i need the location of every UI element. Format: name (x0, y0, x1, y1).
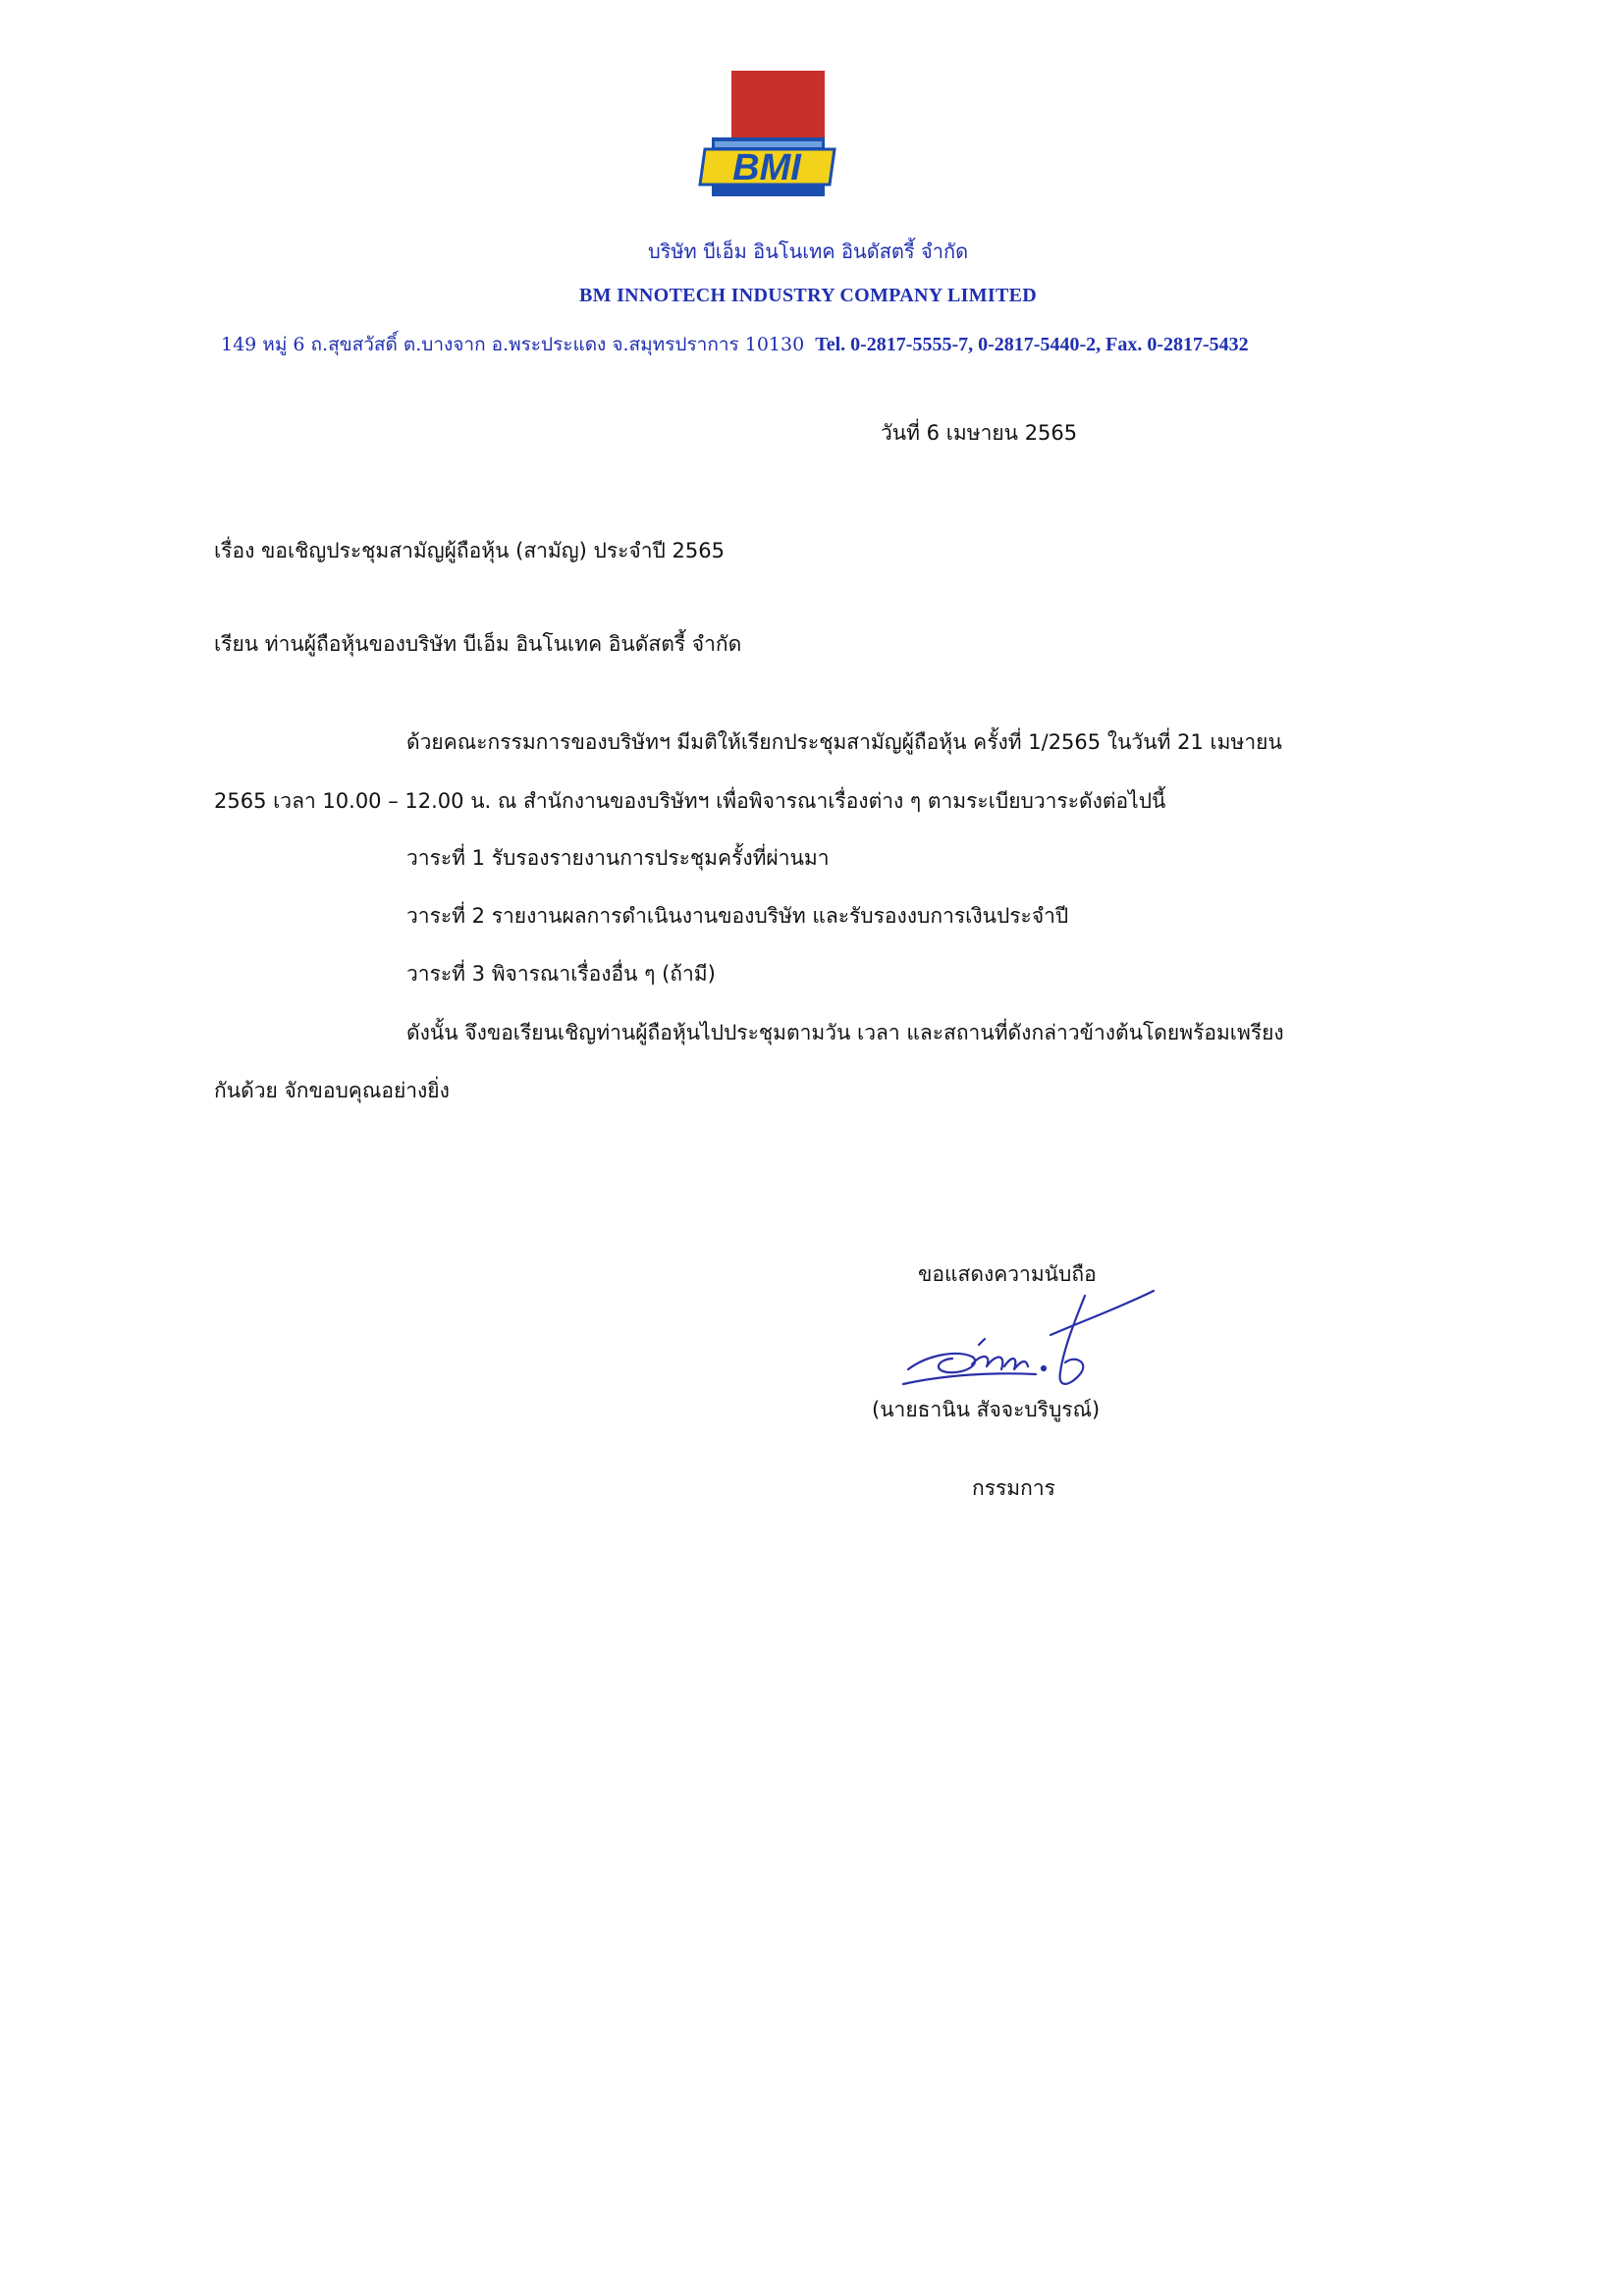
paragraph-1-line-1: ด้วยคณะกรรมการของบริษัทฯ มีมติให้เรียกประชุมสามัญผู้ถือหุ้น ครั้งที่ 1/2565 ในวันที่ 21 เมษายน (406, 730, 1282, 754)
address-th: 149 หมู่ 6 ถ.สุขสวัสดิ์ ต.บางจาก อ.พระประแดง จ.สมุทรปราการ 10130 (221, 334, 805, 355)
paragraph-2-line-1: ดังนั้น จึงขอเรียนเชิญท่านผู้ถือหุ้นไปประชุมตามวัน เวลา และสถานที่ดังกล่าวข้างต้นโดยพร้อมเพรียง (406, 1021, 1284, 1044)
letter-date: วันที่ 6 เมษายน 2565 (881, 421, 1078, 445)
handwritten-signature (889, 1276, 1163, 1404)
bmi-logo (697, 69, 844, 206)
signatory-name: (นายธานิน สัจจะบริบูรณ์) (872, 1398, 1101, 1421)
logo-text: BMI (732, 147, 801, 188)
paragraph-2-line-2: กันด้วย จักขอบคุณอย่างยิ่ง (214, 1079, 450, 1102)
company-name-en: BM INNOTECH INDUSTRY COMPANY LIMITED (578, 285, 1038, 306)
contact-numbers: Tel. 0-2817-5555-7, 0-2817-5440-2, Fax. 0-2817-5432 (815, 334, 1249, 355)
letter-salutation: เรียน ท่านผู้ถือหุ้นของบริษัท บีเอ็ม อินโนเทค อินดัสตรี้ จำกัด (214, 632, 742, 656)
agenda-item-3: วาระที่ 3 พิจารณาเรื่องอื่น ๆ (ถ้ามี) (406, 962, 716, 986)
agenda-item-1: วาระที่ 1 รับรองรายงานการประชุมครั้งที่ผ่านมา (406, 846, 830, 870)
company-address (221, 330, 1249, 359)
agenda-item-2: วาระที่ 2 รายงานผลการดำเนินงานของบริษัท และรับรองงบการเงินประจำปี (406, 904, 1069, 928)
closing-phrase: ขอแสดงความนับถือ (918, 1262, 1097, 1286)
company-name-th: บริษัท บีเอ็ม อินโนเทค อินดัสตรี้ จำกัด (647, 240, 969, 263)
paragraph-1-line-2: 2565 เวลา 10.00 – 12.00 น. ณ สำนักงานของบริษัทฯ เพื่อพิจารณาเรื่องต่าง ๆ ตามระเบียบวาระดังต่อไปนี้ (214, 789, 1166, 813)
signatory-position: กรรมการ (972, 1476, 1055, 1500)
letter-subject: เรื่อง ขอเชิญประชุมสามัญผู้ถือหุ้น (สามัญ) ประจำปี 2565 (214, 539, 725, 562)
